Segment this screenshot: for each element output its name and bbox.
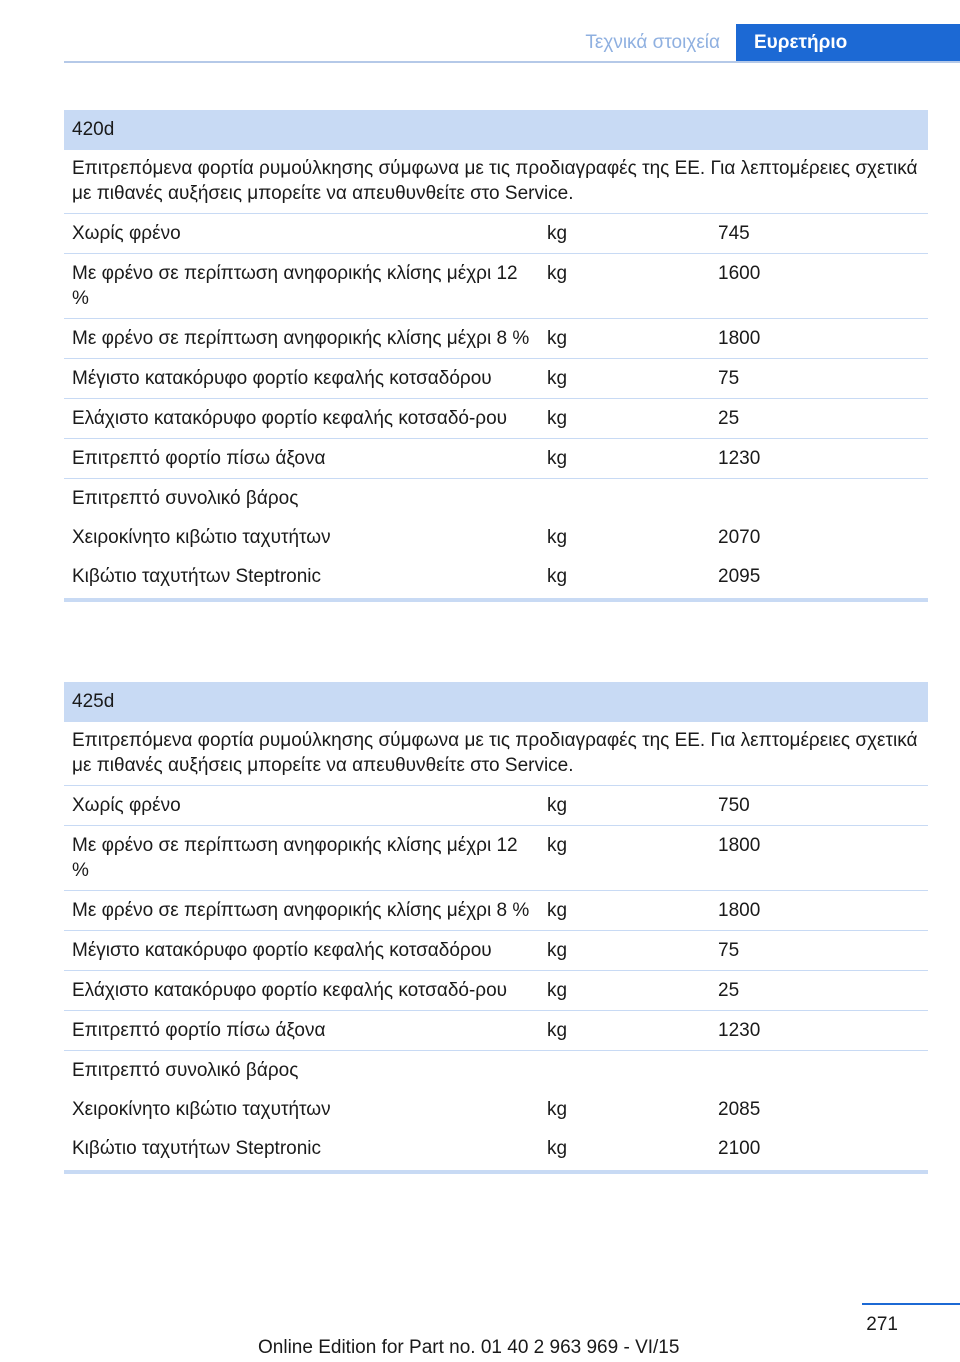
row-value: 750 (718, 795, 750, 816)
row-value (710, 479, 928, 518)
row-label: Επιτρεπτό φορτίο πίσω άξονα (72, 1020, 326, 1041)
row-unit: kg (547, 980, 568, 1001)
row-unit: kg (547, 263, 568, 284)
tab-index[interactable]: Ευρετήριο (736, 24, 960, 62)
row-unit: kg (547, 1099, 568, 1120)
row-unit: kg (547, 1138, 568, 1159)
row-value: 745 (718, 223, 750, 244)
table-row (64, 319, 928, 359)
table-row (64, 971, 928, 1011)
row-value: 75 (718, 940, 740, 961)
table-row (64, 254, 928, 319)
row-value: 25 (718, 980, 740, 1001)
row-label: Ελάχιστο κατακόρυφο φορτίο κεφαλής κοτσαδό-ρου (72, 408, 508, 429)
row-value (710, 1051, 928, 1090)
row-label: Κιβώτιο ταχυτήτων Steptronic (72, 566, 322, 587)
page-number: 271 (866, 1314, 898, 1335)
tab-technical-data[interactable]: Τεχνικά στοιχεία (585, 32, 720, 53)
table-row (64, 1011, 928, 1051)
header-divider (64, 61, 960, 63)
table-row (64, 891, 928, 931)
table-note: Επιτρεπόμενα φορτία ρυμούλκησης σύμφωνα με τις προδιαγραφές της ΕΕ. Για λεπτομέρειες σχετικά με πιθανές αυξήσεις μπορείτε να απευθυνθείτε στο Service. (64, 150, 928, 214)
row-label: Επιτρεπτό φορτίο πίσω άξονα (72, 448, 326, 469)
table-row (64, 557, 928, 596)
row-label: Με φρένο σε περίπτωση ανηφορικής κλίσης μέχρι 12 % (72, 263, 518, 309)
page-number-rule (862, 1303, 960, 1305)
row-label: Με φρένο σε περίπτωση ανηφορικής κλίσης μέχρι 8 % (72, 328, 530, 349)
row-value: 2100 (718, 1138, 761, 1159)
row-value: 1800 (718, 835, 761, 856)
row-label: Χειροκίνητο κιβώτιο ταχυτήτων (72, 527, 331, 548)
table-title: 420d (64, 110, 928, 150)
row-value: 25 (718, 408, 740, 429)
table-row (64, 399, 928, 439)
table-row (64, 786, 928, 826)
row-unit: kg (547, 223, 568, 244)
row-unit: kg (547, 835, 568, 856)
table-row (64, 826, 928, 891)
table-title: 425d (64, 682, 928, 722)
row-unit: kg (547, 940, 568, 961)
row-unit: kg (547, 527, 568, 548)
row-unit: kg (547, 566, 568, 587)
row-unit (539, 1051, 710, 1090)
row-value: 1230 (718, 1020, 761, 1041)
row-unit: kg (547, 368, 568, 389)
row-label: Χειροκίνητο κιβώτιο ταχυτήτων (72, 1099, 331, 1120)
table-end-rule (64, 598, 928, 602)
row-unit (539, 479, 710, 518)
row-value: 1800 (718, 328, 761, 349)
spec-table-425d (64, 682, 928, 1174)
row-label: Ελάχιστο κατακόρυφο φορτίο κεφαλής κοτσαδό-ρου (72, 980, 508, 1001)
edition-footer: Online Edition for Part no. 01 40 2 963 969 - VI/15 (258, 1337, 680, 1358)
row-label: Χωρίς φρένο (72, 223, 181, 244)
table-note: Επιτρεπόμενα φορτία ρυμούλκησης σύμφωνα με τις προδιαγραφές της ΕΕ. Για λεπτομέρειες σχετικά με πιθανές αυξήσεις μπορείτε να απευθυνθείτε στο Service. (64, 722, 928, 786)
row-unit: kg (547, 795, 568, 816)
table-row (64, 518, 928, 557)
table-end-rule (64, 1170, 928, 1174)
row-unit: kg (547, 448, 568, 469)
row-unit: kg (547, 328, 568, 349)
table-row (64, 214, 928, 254)
row-label: Επιτρεπτό συνολικό βάρος (72, 1060, 299, 1081)
row-value: 75 (718, 368, 740, 389)
row-unit: kg (547, 900, 568, 921)
row-value: 1800 (718, 900, 761, 921)
table-row (64, 1090, 928, 1129)
row-label: Κιβώτιο ταχυτήτων Steptronic (72, 1138, 322, 1159)
row-label: Με φρένο σε περίπτωση ανηφορικής κλίσης μέχρι 8 % (72, 900, 530, 921)
row-unit: kg (547, 408, 568, 429)
table-row (64, 479, 928, 518)
row-value: 2070 (718, 527, 761, 548)
row-value: 1600 (718, 263, 761, 284)
row-value: 1230 (718, 448, 761, 469)
row-value: 2085 (718, 1099, 761, 1120)
row-label: Μέγιστο κατακόρυφο φορτίο κεφαλής κοτσαδόρου (72, 368, 492, 389)
row-label: Χωρίς φρένο (72, 795, 181, 816)
row-label: Με φρένο σε περίπτωση ανηφορικής κλίσης μέχρι 12 % (72, 835, 518, 881)
row-label: Επιτρεπτό συνολικό βάρος (72, 488, 299, 509)
row-label: Μέγιστο κατακόρυφο φορτίο κεφαλής κοτσαδόρου (72, 940, 492, 961)
table-row (64, 439, 928, 479)
row-value: 2095 (718, 566, 761, 587)
spec-table-420d (64, 110, 928, 602)
row-unit: kg (547, 1020, 568, 1041)
table-row (64, 1051, 928, 1090)
table-row (64, 1129, 928, 1168)
table-row (64, 931, 928, 971)
table-row (64, 359, 928, 399)
